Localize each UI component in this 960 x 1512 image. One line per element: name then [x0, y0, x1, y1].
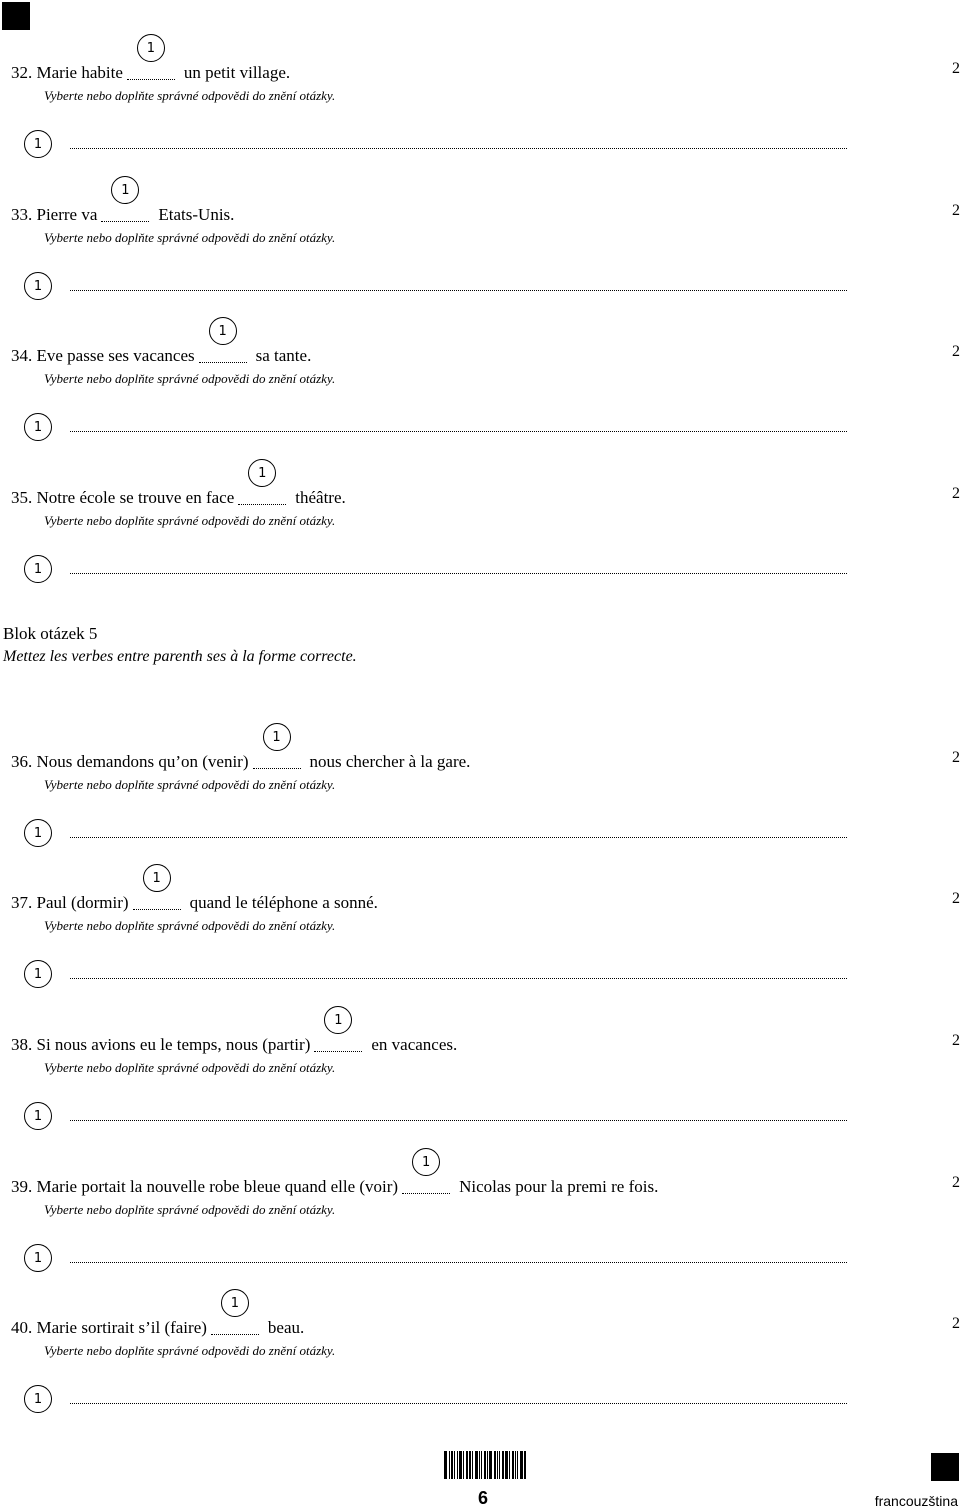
question-text-after: théâtre.: [295, 488, 346, 507]
blank-dotted-line: [238, 504, 286, 505]
question-text-before: Marie habite: [36, 63, 123, 82]
question-text-before: Notre école se trouve en face: [36, 488, 235, 507]
blank-number-badge: 1: [143, 864, 171, 892]
barcode-bar: [494, 1451, 496, 1479]
registration-mark-bottom-right: [931, 1453, 959, 1481]
instruction-text: Vyberte nebo doplňte správné odpovědi do znění otázky.: [44, 513, 336, 528]
barcode-bar: [469, 1451, 471, 1479]
barcode-bar: [457, 1451, 458, 1479]
answer-number-badge: 1: [24, 1385, 52, 1413]
blank-number-badge: 1: [221, 1289, 249, 1317]
question-sentence: [11, 870, 378, 914]
instruction-text: Vyberte nebo doplňte správné odpovědi do znění otázky.: [44, 1202, 336, 1217]
question-text-after: Nicolas pour la premi re fois.: [459, 1177, 659, 1196]
question-text-after: sa tante.: [255, 346, 312, 365]
blank-number-badge: 1: [111, 176, 139, 204]
question-text-before: Pierre va: [36, 205, 98, 224]
answer-line[interactable]: [70, 837, 847, 838]
blank-field[interactable]: [127, 40, 175, 78]
question-sentence: [11, 1295, 305, 1339]
blank-number-badge: 1: [209, 317, 237, 345]
question-text-before: Nous demandons qu’on (venir): [36, 752, 249, 771]
answer-number-badge: 1: [24, 413, 52, 441]
question-item: [0, 729, 960, 889]
barcode-bar: [472, 1451, 473, 1479]
question-number: 35.: [11, 488, 33, 507]
question-text-after: nous chercher à la gare.: [309, 752, 471, 771]
blank-field[interactable]: [101, 182, 149, 220]
answer-number-badge: 1: [24, 555, 52, 583]
answer-line[interactable]: [70, 1120, 847, 1121]
question-sentence: [11, 1012, 458, 1056]
question-sentence: [11, 40, 291, 84]
instruction-text: Vyberte nebo doplňte správné odpovědi do znění otázky.: [44, 88, 336, 103]
barcode-bar: [475, 1451, 478, 1479]
question-sentence: [11, 323, 312, 367]
question-number: 34.: [11, 346, 33, 365]
blank-dotted-line: [133, 909, 181, 910]
barcode-bar: [481, 1451, 482, 1479]
question-text-before: Eve passe ses vacances: [36, 346, 195, 365]
blank-dotted-line: [253, 768, 301, 769]
question-text-before: Marie sortirait s’il (faire): [36, 1318, 207, 1337]
question-text-before: Si nous avions eu le temps, nous (partir): [36, 1035, 311, 1054]
block-subtitle: Mettez les verbes entre parenth ses à la forme correcte.: [3, 648, 357, 665]
barcode-bar: [463, 1451, 464, 1479]
question-number: 38.: [11, 1035, 33, 1054]
barcode-bar: [502, 1451, 504, 1479]
blank-field[interactable]: [211, 1295, 259, 1333]
instruction-text: Vyberte nebo doplňte správné odpovědi do znění otázky.: [44, 371, 336, 386]
blank-number-badge: 1: [324, 1006, 352, 1034]
footer-subject: francouzština: [874, 1493, 958, 1509]
barcode-bar: [497, 1451, 498, 1479]
instruction-text: Vyberte nebo doplňte správné odpovědi do znění otázky.: [44, 1060, 336, 1075]
answer-line[interactable]: [70, 290, 847, 291]
answer-line[interactable]: [70, 148, 847, 149]
points-value: 2: [952, 202, 960, 219]
question-sentence: [11, 182, 235, 226]
blank-dotted-line: [402, 1193, 450, 1194]
blank-number-badge: 1: [137, 34, 165, 62]
barcode-bar: [512, 1451, 514, 1479]
question-text-after: quand le téléphone a sonné.: [189, 893, 378, 912]
question-text-after: un petit village.: [183, 63, 291, 82]
question-sentence: [11, 729, 471, 773]
points-value: 2: [952, 343, 960, 360]
points-value: 2: [952, 890, 960, 907]
instruction-text: Vyberte nebo doplňte správné odpovědi do znění otázky.: [44, 777, 336, 792]
blank-field[interactable]: [199, 323, 247, 361]
blank-number-badge: 1: [263, 723, 291, 751]
answer-number-badge: 1: [24, 272, 52, 300]
blank-field[interactable]: [402, 1154, 450, 1192]
blank-dotted-line: [211, 1334, 259, 1335]
question-text-before: Paul (dormir): [36, 893, 129, 912]
answer-number-badge: 1: [24, 1102, 52, 1130]
blank-number-badge: 1: [248, 459, 276, 487]
blank-dotted-line: [314, 1051, 362, 1052]
barcode-bar: [524, 1451, 526, 1479]
points-value: 2: [952, 1174, 960, 1191]
instruction-text: Vyberte nebo doplňte správné odpovědi do znění otázky.: [44, 918, 336, 933]
question-item: [0, 465, 960, 625]
barcode-bar: [449, 1451, 450, 1479]
page-number: 6: [478, 1488, 489, 1508]
barcode-bar: [499, 1451, 500, 1479]
question-text-after: en vacances.: [371, 1035, 458, 1054]
barcode-bar: [459, 1451, 462, 1479]
blank-field[interactable]: [253, 729, 301, 767]
question-item: [0, 323, 960, 483]
question-item: [0, 1295, 960, 1455]
barcode-bar: [451, 1451, 453, 1479]
barcode-bar: [489, 1451, 492, 1479]
question-text-after: beau.: [267, 1318, 305, 1337]
question-item: [0, 40, 960, 200]
barcode-bar: [444, 1451, 447, 1479]
question-number: 40.: [11, 1318, 33, 1337]
blank-field[interactable]: [133, 870, 181, 908]
barcode-bar: [517, 1451, 518, 1479]
barcode-bar: [505, 1451, 508, 1479]
question-item: [0, 182, 960, 342]
block-title: Blok otázek 5: [3, 624, 98, 643]
question-item: [0, 870, 960, 1030]
barcode-bar: [520, 1451, 523, 1479]
answer-line[interactable]: [70, 1403, 847, 1404]
question-text-before: Marie portait la nouvelle robe bleue quand elle (voir): [36, 1177, 399, 1196]
question-item: [0, 1154, 960, 1314]
blank-dotted-line: [199, 362, 247, 363]
answer-number-badge: 1: [24, 130, 52, 158]
blank-field[interactable]: [314, 1012, 362, 1050]
answer-line[interactable]: [70, 573, 847, 574]
question-number: 37.: [11, 893, 33, 912]
instruction-text: Vyberte nebo doplňte správné odpovědi do znění otázky.: [44, 1343, 336, 1358]
question-number: 33.: [11, 205, 33, 224]
answer-number-badge: 1: [24, 1244, 52, 1272]
points-value: 2: [952, 749, 960, 766]
barcode-bar: [509, 1451, 510, 1479]
answer-line[interactable]: [70, 431, 847, 432]
blank-field[interactable]: [238, 465, 286, 503]
points-value: 2: [952, 485, 960, 502]
answer-number-badge: 1: [24, 960, 52, 988]
question-item: [0, 1012, 960, 1172]
points-value: 2: [952, 60, 960, 77]
barcode: [444, 1451, 528, 1479]
barcode-bar: [454, 1451, 455, 1479]
blank-dotted-line: [101, 221, 149, 222]
barcode-bar: [484, 1451, 486, 1479]
barcode-bar: [487, 1451, 488, 1479]
question-text-after: Etats-Unis.: [158, 205, 235, 224]
question-block-header: [3, 624, 357, 666]
question-sentence: [11, 1154, 659, 1198]
instruction-text: Vyberte nebo doplňte správné odpovědi do znění otázky.: [44, 230, 336, 245]
blank-number-badge: 1: [412, 1148, 440, 1176]
question-number: 36.: [11, 752, 33, 771]
answer-line[interactable]: [70, 978, 847, 979]
question-sentence: [11, 465, 346, 509]
question-number: 32.: [11, 63, 33, 82]
barcode-bar: [515, 1451, 516, 1479]
barcode-bar: [479, 1451, 480, 1479]
question-number: 39.: [11, 1177, 33, 1196]
barcode-bar: [466, 1451, 468, 1479]
blank-dotted-line: [127, 79, 175, 80]
registration-mark-top-left: [2, 2, 30, 30]
answer-number-badge: 1: [24, 819, 52, 847]
points-value: 2: [952, 1032, 960, 1049]
points-value: 2: [952, 1315, 960, 1332]
answer-line[interactable]: [70, 1262, 847, 1263]
